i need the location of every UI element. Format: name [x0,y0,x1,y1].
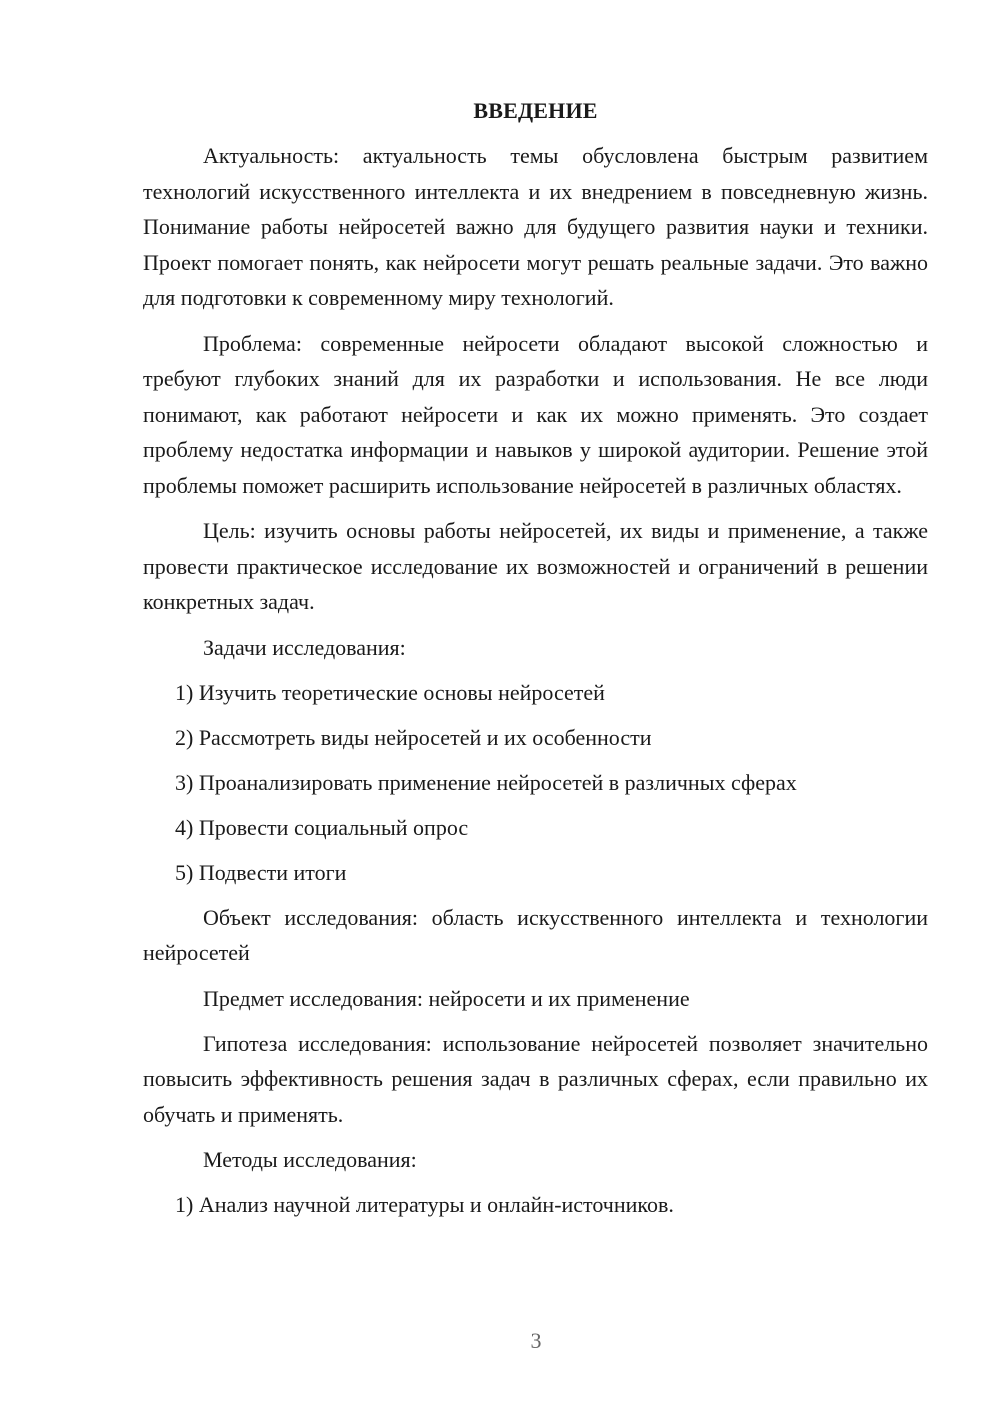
section-title: ВВЕДЕНИЕ [473,98,598,123]
method-item-1: 1) Анализ научной литературы и онлайн-источников. [175,1192,674,1217]
task-item-3: 3) Проанализировать применение нейросетей в различных сферах [175,769,797,795]
goal-paragraph: Цель: изучить основы работы нейросетей, их виды и применение, а также провести практическое исследование их возможностей и ограничений в решении конкретных задач. [143,518,928,614]
hypothesis-paragraph: Гипотеза исследования: использование нейросетей позволяет значительно повысить эффективность решения задач в различных сферах, если правильно их обучать и применять. [143,1030,928,1127]
problem-paragraph: Проблема: современные нейросети обладают высокой сложностью и требуют глубоких знаний для их разработки и использования. Не все люди понимают, как работают нейросети и как их можно применять. Это создает проблему недостатка информации и навыков у широкой аудитории. Решение этой проблемы поможет расширить использование нейросетей в различных областях. [143,330,928,498]
subject-line: Предмет исследования: нейросети и их применение [203,985,690,1011]
task-item-4: 4) Провести социальный опрос [175,814,469,840]
task-item-1: 1) Изучить теоретические основы нейросетей [175,679,605,705]
task-item-2: 2) Рассмотреть виды нейросетей и их особенности [175,724,652,750]
relevance-paragraph: Актуальность: актуальность темы обусловлена быстрым развитием технологий искусственного интеллекта и их внедрением в повседневную жизнь. Понимание работы нейросетей важно для будущего развития науки и техники. Проект помогает понять, как нейросети могут решать реальные задачи. Это важно для подготовки к современному миру технологий. [143,143,928,310]
page-number: 3 [530,1328,542,1353]
task-item-5: 5) Подвести итоги [175,859,347,885]
methods-heading: Методы исследования: [203,1147,417,1172]
document-page [143,96,928,1232]
object-paragraph: Объект исследования: область искусственного интеллекта и технологии нейросетей [143,904,928,965]
tasks-heading: Задачи исследования: [203,634,406,660]
